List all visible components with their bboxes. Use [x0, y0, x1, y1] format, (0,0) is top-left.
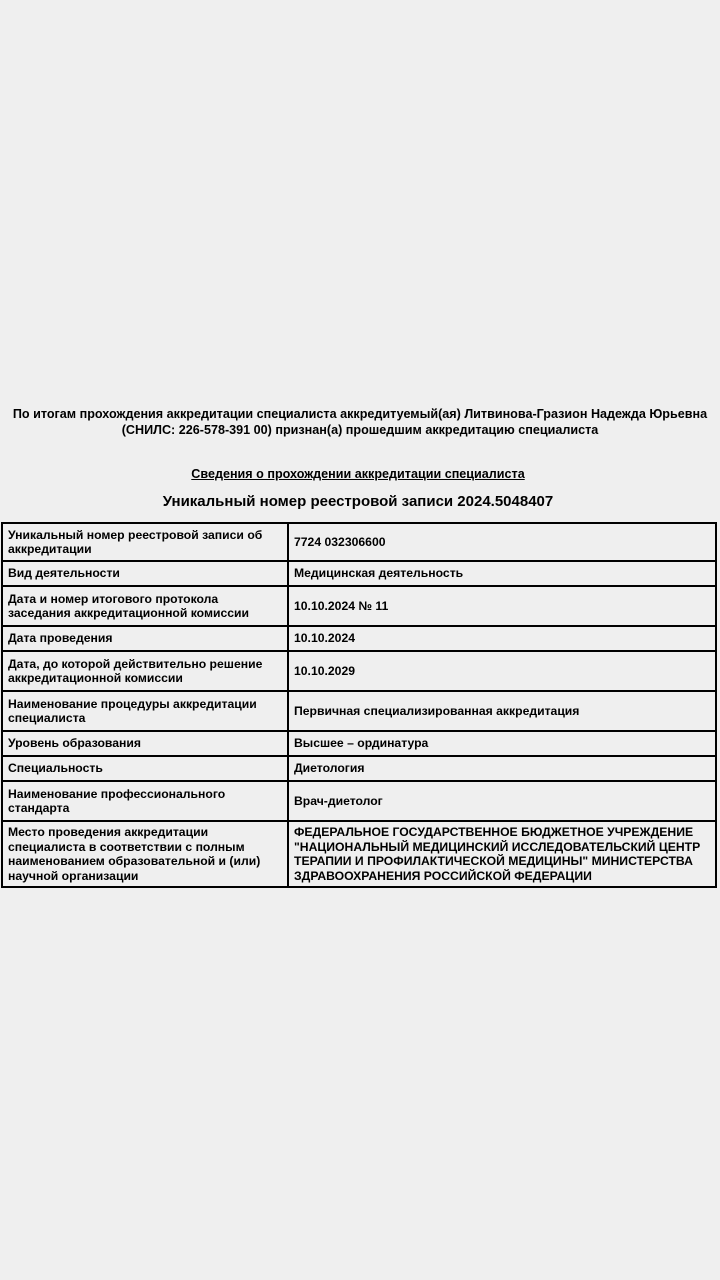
row-value: 10.10.2029 — [288, 651, 716, 691]
table-row — [2, 586, 716, 626]
row-value: 10.10.2024 — [288, 626, 716, 651]
table-row — [2, 651, 716, 691]
table-row — [2, 731, 716, 756]
table-row — [2, 561, 716, 586]
row-value: 7724 032306600 — [288, 523, 716, 561]
row-label: Уровень образования — [2, 731, 288, 756]
row-value: Первичная специализированная аккредитация — [288, 691, 716, 731]
row-label: Наименование процедуры аккредитации специалиста — [2, 691, 288, 731]
registry-number-title: Уникальный номер реестровой записи 2024.5048407 — [162, 493, 554, 510]
row-value: Врач-диетолог — [288, 781, 716, 821]
table-row — [2, 821, 716, 887]
table-row — [2, 626, 716, 651]
intro-statement: По итогам прохождения аккредитации специалиста аккредитуемый(ая) Литвинова-Гразион Надежда Юрьевна (СНИЛС: 226-578-391 00) признан(а) прошедшим аккредитацию специалиста — [12, 407, 708, 437]
row-label: Специальность — [2, 756, 288, 781]
row-label: Уникальный номер реестровой записи об аккредитации — [2, 523, 288, 561]
row-label: Дата, до которой действительно решение аккредитационной комиссии — [2, 651, 288, 691]
table-row — [2, 523, 716, 561]
row-value: 10.10.2024 № 11 — [288, 586, 716, 626]
row-label: Наименование профессионального стандарта — [2, 781, 288, 821]
row-label: Дата проведения — [2, 626, 288, 651]
row-value: ФЕДЕРАЛЬНОЕ ГОСУДАРСТВЕННОЕ БЮДЖЕТНОЕ УЧРЕЖДЕНИЕ "НАЦИОНАЛЬНЫЙ МЕДИЦИНСКИЙ ИССЛЕДОВАТЕЛЬСКИЙ ЦЕНТР ТЕРАПИИ И ПРОФИЛАКТИЧЕСКОЙ МЕДИЦИНЫ" МИНИСТЕРСТВА ЗДРАВООХРАНЕНИЯ РОССИЙСКОЙ ФЕДЕРАЦИИ — [288, 821, 716, 887]
row-value: Высшее – ординатура — [288, 731, 716, 756]
row-label: Дата и номер итогового протокола заседания аккредитационной комиссии — [2, 586, 288, 626]
row-value: Диетология — [288, 756, 716, 781]
row-label: Место проведения аккредитации специалиста в соответствии с полным наименованием образовательной и (или) научной организации — [2, 821, 288, 887]
row-label: Вид деятельности — [2, 561, 288, 586]
accreditation-info-table — [1, 522, 717, 888]
row-value: Медицинская деятельность — [288, 561, 716, 586]
table-row — [2, 691, 716, 731]
table-row — [2, 756, 716, 781]
table-row — [2, 781, 716, 821]
section-title: Сведения о прохождении аккредитации специалиста — [191, 467, 525, 481]
